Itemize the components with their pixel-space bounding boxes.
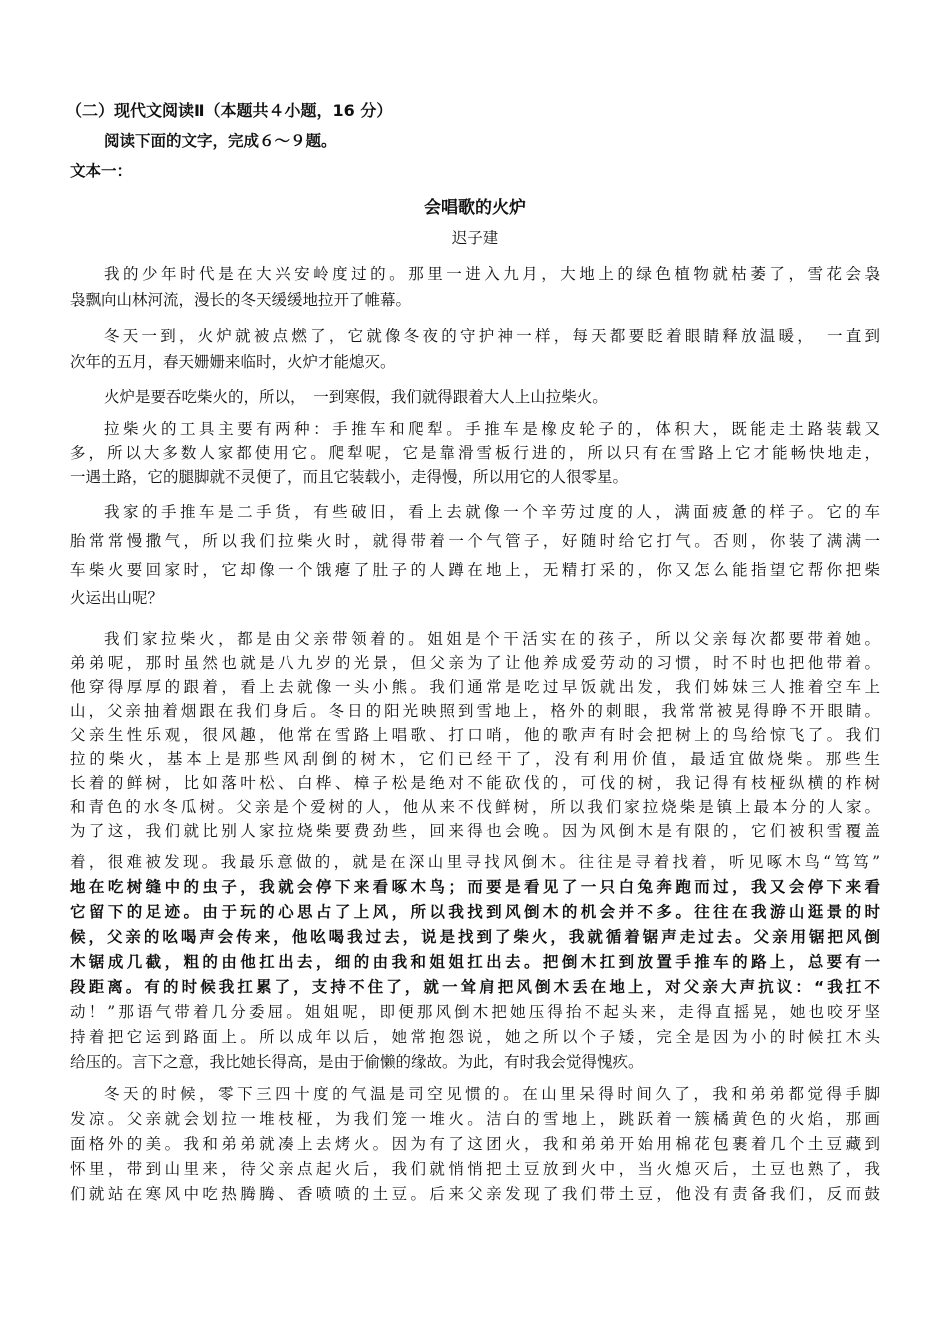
paragraph-6-line-3: 他穿得厚厚的跟着，看上去就像一头小熊。我们通常是吃过早饭就出发，我们姊妹三人推着空车上 [70,678,880,696]
paragraph-7-line-3: 它留下的足迹。由于玩的心思占了上风，所以我找到风倒木的机会并不多。往往在我游山逛景的时 [70,903,880,921]
section-header: （二）现代文阅读Ⅱ（本题共４小题，16 分） [66,101,393,120]
paragraph-6-line-6: 拉的柴火，基本上是那些风刮倒的树木，它们已经干了，没有利用价值，最适宜做烧柴。那些生 [70,750,880,768]
paragraph-2-line-2: 次年的五月，春天姗姗来临时，火炉才能熄灭。 [70,353,396,371]
paragraph-8-line-4: 怀里，带到山里来，待父亲点起火后，我们就悄悄把土豆放到火中，当火熄灭后，土豆也熟了，我 [70,1160,880,1178]
paragraph-6-line-7: 长着的鲜树，比如落叶松、白桦、樟子松是绝对不能砍伐的，可伐的树，我记得有枝桠纵横的柞树 [70,774,880,792]
paragraph-4-line-3: 一遇土路，它的腿脚就不灵便了，而且它装载小，走得慢，所以用它的人很零星。 [70,468,629,486]
paragraph-5-line-1: 我家的手推车是二手货，有些破旧，看上去就像一个辛劳过度的人，满面疲惫的样子。它的车 [104,503,880,521]
paragraph-8-line-1: 冬天的时候，零下三四十度的气温是司空见惯的。在山里呆得时间久了，我和弟弟都觉得手脚 [104,1085,880,1103]
paragraph-6-line-4: 山，父亲抽着烟跟在我们身后。冬日的阳光映照到雪地上，格外的刺眼，我常常被晃得睁不开眼睛。 [70,702,880,720]
paragraph-3-line-1: 火炉是要吞吃柴火的，所以， 一到寒假，我们就得跟着大人上山拉柴火。 [104,388,608,406]
paragraph-2-line-1: 冬天一到，火炉就被点燃了，它就像冬夜的守护神一样，每天都要眨着眼睛释放温暖， 一直到 [104,327,880,345]
article-title: 会唱歌的火炉 [424,198,526,218]
paragraph-6-line-2: 弟弟呢，那时虽然也就是八九岁的光景，但父亲为了让他养成爱劳动的习惯，时不时也把他带着。 [70,654,880,672]
paragraph-6-line-9: 为了这，我们就比别人家拉烧柴要费劲些，回来得也会晚。因为风倒木是有限的，它们被积雪覆盖 [70,822,880,840]
paragraph-7-line-9: 给压的。言下之意，我比她长得高，是由于偷懒的缘故。为此，有时我会觉得愧疚。 [70,1053,644,1071]
paragraph-6-line-1: 我们家拉柴火，都是由父亲带领着的。姐姐是个干活实在的孩子，所以父亲每次都要带着她。 [104,630,880,648]
paragraph-7-line-7: 动！”那语气带着几分委屈。姐姐呢，即便那风倒木把她压得抬不起头来，走得直摇晃，她也咬牙坚 [70,1003,880,1021]
article-author: 迟子建 [451,229,499,247]
paragraph-7-line-6: 段距离。有的时候我扛累了，支持不住了，就一耸肩把风倒木丢在地上，对父亲大声抗议：“我扛不 [70,978,880,996]
instruction: 阅读下面的文字，完成６～９题。 [104,132,337,150]
paragraph-7-line-4: 候，父亲的吆喝声会传来，他吆喝我过去，说是找到了柴火，我就循着锯声走过去。父亲用锯把风倒 [70,928,880,946]
paragraph-7-line-5: 木锯成几截，粗的由他扛出去，细的由我和姐姐扛出去。把倒木扛到放置手推车的路上，总要有一 [70,953,880,971]
paragraph-7-line-1: 着，很难被发现。我最乐意做的，就是在深山里寻找风倒木。往往是寻着找着，听见啄木鸟“笃笃” [70,853,880,871]
paragraph-7-line-2: 地在吃树缝中的虫子，我就会停下来看啄木鸟；而要是看见了一只白兔奔跑而过，我又会停下来看 [70,878,880,896]
paragraph-1-line-1: 我的少年时代是在大兴安岭度过的。那里一进入九月，大地上的绿色植物就枯萎了，雪花会袅 [104,265,880,283]
paragraph-6-line-5: 父亲生性乐观，很风趣，他常在雪路上唱歌、打口哨，他的歌声有时会把树上的鸟给惊飞了。我们 [70,726,880,744]
paragraph-7-line-8: 持着把它运到路面上。所以成年以后，她常抱怨说，她之所以个子矮，完全是因为小的时候扛木头 [70,1028,880,1046]
paragraph-8-line-5: 们就站在寒风中吃热腾腾、香喷喷的土豆。后来父亲发现了我们带土豆，他没有责备我们，反而鼓 [70,1185,880,1203]
paragraph-5-line-4: 火运出山呢？ [70,589,164,607]
paragraph-8-line-3: 面格外的美。我和弟弟就凑上去烤火。因为有了这团火，我和弟弟开始用棉花包裹着几个土豆藏到 [70,1135,880,1153]
text-label: 文本一： [70,162,133,180]
paragraph-4-line-2: 多，所以大多数人家都使用它。爬犁呢，它是靠滑雪板行进的，所以只有在雪路上它才能畅快地走， [70,444,880,462]
paragraph-6-line-8: 和青色的水冬瓜树。父亲是个爱树的人，他从来不伐鲜树，所以我们家拉烧柴是镇上最本分的人家。 [70,798,880,816]
paragraph-5-line-2: 胎常常慢撒气，所以我们拉柴火时，就得带着一个气管子，好随时给它打气。否则，你装了满满一 [70,532,880,550]
paragraph-5-line-3: 车柴火要回家时，它却像一个饿瘪了肚子的人蹲在地上，无精打采的，你又怎么能指望它帮你把柴 [70,561,880,579]
paragraph-4-line-1: 拉柴火的工具主要有两种：手推车和爬犁。手推车是橡皮轮子的，体积大，既能走土路装载又 [104,420,880,438]
paragraph-1-line-2: 袅飘向山林河流，漫长的冬天缓缓地拉开了帷幕。 [70,291,412,309]
paragraph-8-line-2: 发凉。父亲就会划拉一堆枝桠，为我们笼一堆火。洁白的雪地上，跳跃着一簇橘黄色的火焰，那画 [70,1110,880,1128]
